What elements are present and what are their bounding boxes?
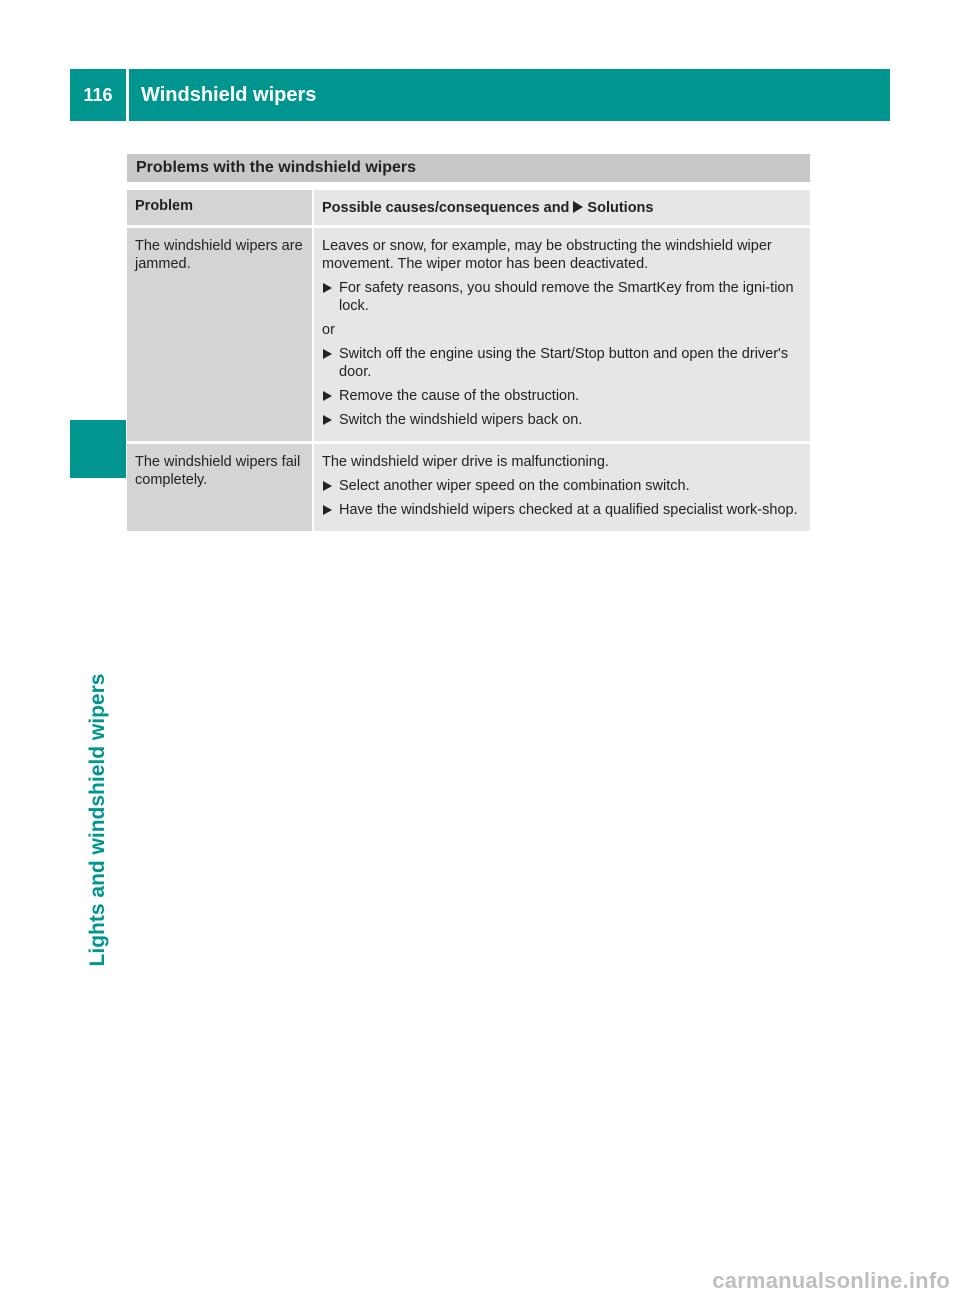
step-text: Remove the cause of the obstruction.: [339, 388, 580, 404]
table-row: [127, 441, 810, 531]
column-header-solutions-suffix: Solutions: [587, 200, 654, 216]
connector-text: or: [322, 322, 335, 338]
table-header-row: [127, 190, 810, 225]
cause-text: Leaves or snow, for example, may be obstructing the windshield wiper movement. The wiper motor has been deactivated.: [322, 238, 772, 272]
watermark: carmanualsonline.info: [712, 1268, 950, 1293]
column-header-solutions: [314, 190, 810, 225]
solution-cell: [314, 441, 810, 531]
solution-step: [322, 387, 802, 405]
problem-cell: The windshield wipers fail completely.: [127, 441, 314, 531]
solution-step: [322, 279, 802, 315]
arrow-right-icon: [323, 481, 332, 491]
arrow-right-icon: [323, 349, 332, 359]
step-text: Have the windshield wipers checked at a qualified specialist work-shop.: [339, 502, 798, 518]
solution-step: [322, 477, 802, 495]
solution-step: [322, 411, 802, 429]
solution-step: [322, 345, 802, 381]
cause-text: The windshield wiper drive is malfunctioning.: [322, 454, 609, 470]
page-title: Windshield wipers: [141, 83, 317, 106]
arrow-right-icon: [323, 505, 332, 515]
chapter-tab-marker: [70, 420, 126, 478]
table-row: [127, 225, 810, 441]
arrow-right-icon: [573, 201, 583, 213]
step-text: Select another wiper speed on the combination switch.: [339, 478, 690, 494]
chapter-side-label: Lights and windshield wipers: [86, 673, 109, 967]
header-divider: [126, 69, 129, 121]
arrow-right-icon: [323, 283, 332, 293]
step-text: Switch the windshield wipers back on.: [339, 412, 583, 428]
problem-cell: The windshield wipers are jammed.: [127, 225, 314, 441]
step-text: Switch off the engine using the Start/Stop button and open the driver's door.: [339, 346, 789, 380]
arrow-right-icon: [323, 391, 332, 401]
page-number: 116: [83, 84, 113, 105]
step-text: For safety reasons, you should remove the SmartKey from the igni-tion lock.: [339, 280, 794, 314]
section-title: Problems with the windshield wipers: [127, 154, 810, 182]
problems-table: [127, 190, 810, 531]
arrow-right-icon: [323, 415, 332, 425]
solution-step: [322, 501, 802, 519]
solution-cell: [314, 225, 810, 441]
column-header-solutions-prefix: Possible causes/consequences and: [322, 200, 570, 216]
column-header-problem: Problem: [127, 190, 314, 225]
